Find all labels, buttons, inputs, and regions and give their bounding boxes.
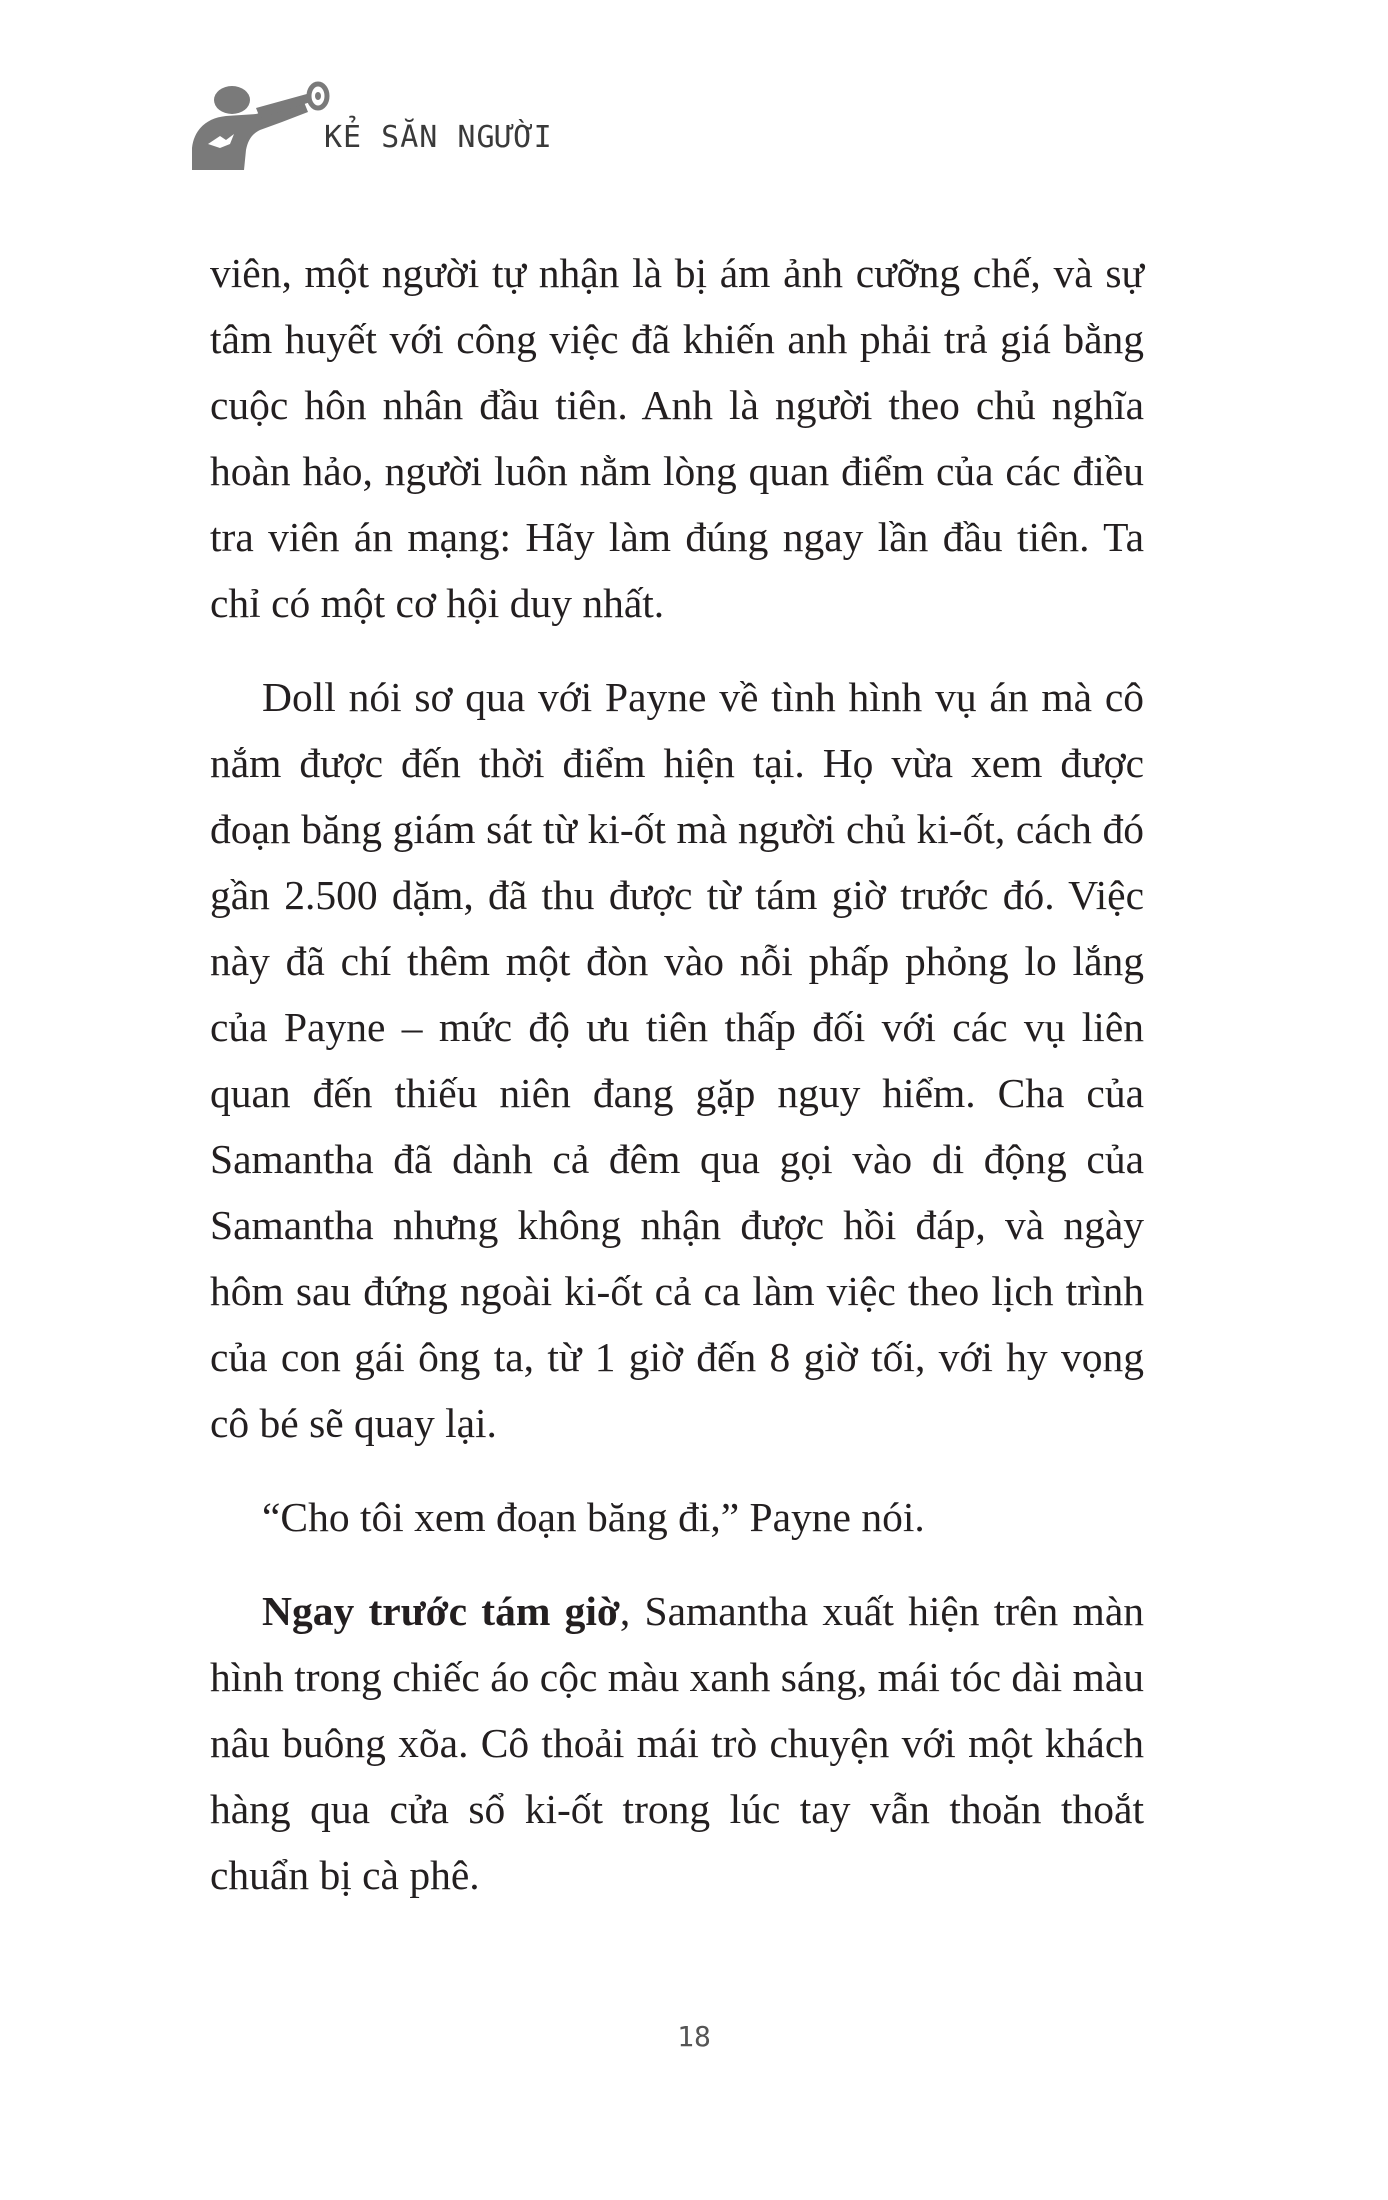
page-number: 18 xyxy=(677,2020,711,2053)
paragraph-4 xyxy=(210,1578,1144,1908)
running-header xyxy=(186,78,706,178)
hunter-silhouette-icon xyxy=(186,78,336,170)
paragraph-2: Doll nói sơ qua với Payne về tình hình vụ án mà cô nắm được đến thời điểm hiện tại. Họ vừa xem được đoạn băng giám sát từ ki-ốt mà người chủ ki-ốt, cách đó gần 2.500 dặm, đã thu được từ tám giờ trước đó. Việc này đã chí thêm một đòn vào nỗi phấp phỏng lo lắng của Payne – mức độ ưu tiên thấp đối với các vụ liên quan đến thiếu niên đang gặp nguy hiểm. Cha của Samantha đã dành cả đêm qua gọi vào di động của Samantha nhưng không nhận được hồi đáp, và ngày hôm sau đứng ngoài ki-ốt cả ca làm việc theo lịch trình của con gái ông ta, từ 1 giờ đến 8 giờ tối, với hy vọng cô bé sẽ quay lại. xyxy=(210,674,1144,1446)
paragraph-1: viên, một người tự nhận là bị ám ảnh cưỡng chế, và sự tâm huyết với công việc đã khiến anh phải trả giá bằng cuộc hôn nhân đầu tiên. Anh là người theo chủ nghĩa hoàn hảo, người luôn nằm lòng quan điểm của các điều tra viên án mạng: Hãy làm đúng ngay lần đầu tiên. Ta chỉ có một cơ hội duy nhất. xyxy=(210,250,1144,626)
body-text xyxy=(210,240,1144,1936)
paragraph-4-lead-bold: Ngay trước tám giờ xyxy=(262,1588,620,1634)
paragraph-3: “Cho tôi xem đoạn băng đi,” Payne nói. xyxy=(262,1494,925,1540)
paragraph-4-text: , Samantha xuất hiện trên màn hình trong chiếc áo cộc màu xanh sáng, mái tóc dài màu nâu buông xõa. Cô thoải mái trò chuyện với một khách hàng qua cửa sổ ki-ốt trong lúc tay vẫn thoăn thoắt chuẩn bị cà phê. xyxy=(210,1588,1144,1898)
book-title: KẺ SĂN NGƯỜI xyxy=(324,120,553,155)
